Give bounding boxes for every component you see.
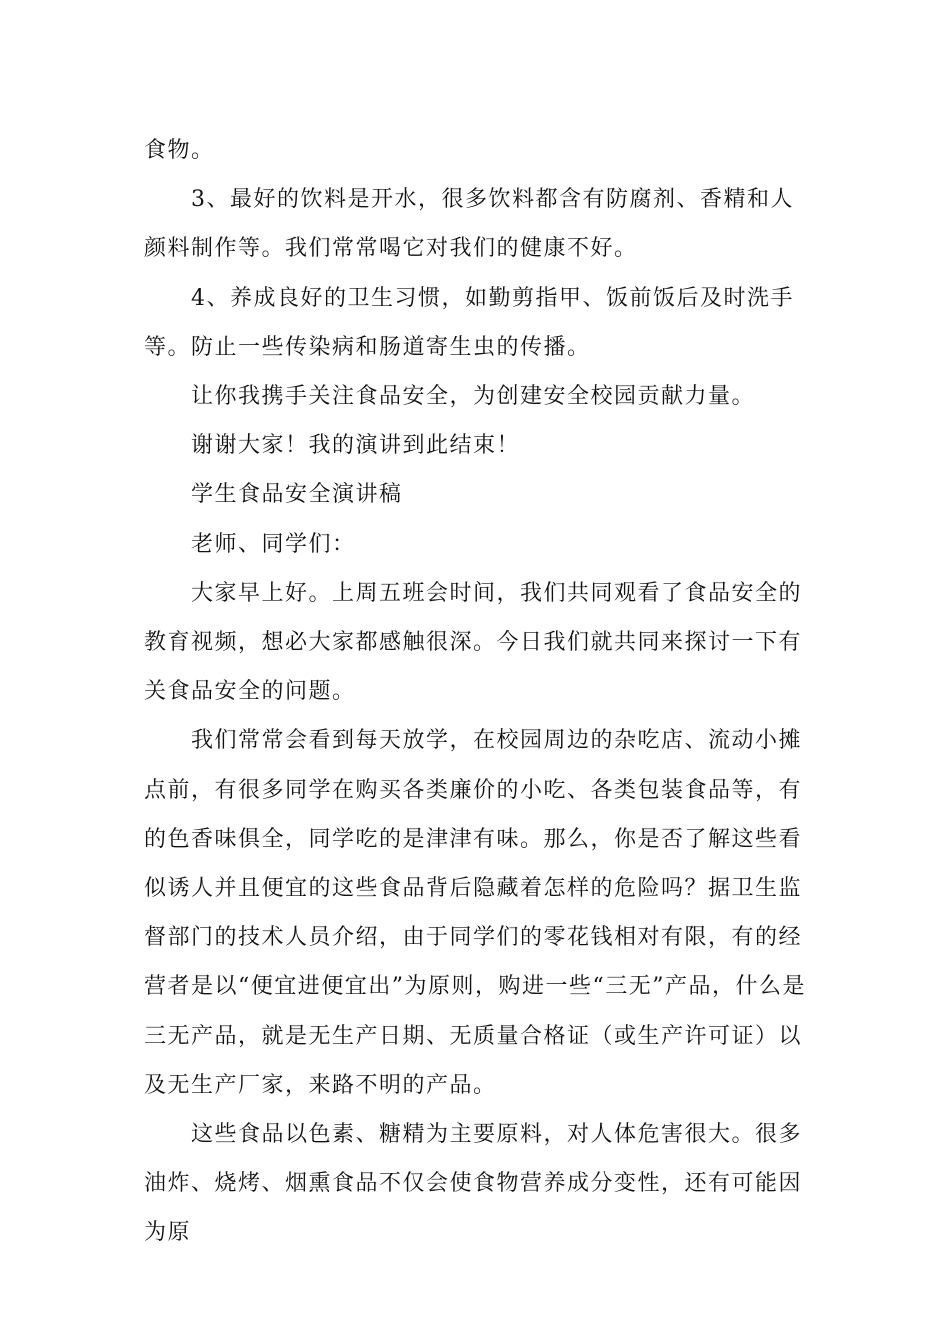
paragraph-tip-3: 3、最好的饮料是开水，很多饮料都含有防腐剂、香精和人颜料制作等。我们常常喝它对我们的健康不好。 — [144, 187, 794, 262]
document-body — [144, 126, 810, 1258]
speech-salutation: 老师、同学们： — [191, 531, 356, 557]
speech-title: 学生食品安全演讲稿 — [191, 482, 403, 508]
paragraph-appeal: 让你我携手关注食品安全，为创建安全校园贡献力量。 — [191, 384, 756, 410]
paragraph-greeting: 大家早上好。上周五班会时间，我们共同观看了食品安全的教育视频，想必大家都感触很深。今日我们就共同来探讨一下有关食品安全的问题。 — [144, 580, 803, 705]
paragraph-continuation: 食物。 — [144, 138, 215, 163]
paragraph-three-no-products: 我们常常会看到每天放学，在校园周边的杂吃店、流动小摊点前，有很多同学在购买各类廉价的小吃、各类包装食品等，有的色香味俱全，同学吃的是津津有味。那么，你是否了解这些看似诱人并且便宜的这些食品背后隐藏着怎样的危险吗？据卫生监督部门的技术人员介绍，由于同学们的零花钱相对有限，有的经营者是以“便宜进便宜出”为原则，购进一些“三无”产品，什么是三无产品，就是无生产日期、无质量合格证（或生产许可证）以及无生产厂家，来路不明的产品。 — [144, 728, 806, 1098]
paragraph-harm: 这些食品以色素、糖精为主要原料，对人体危害很大。很多油炸、烧烤、烟熏食品不仅会使食物营养成分变性，还有可能因为原 — [144, 1122, 803, 1246]
paragraph-tip-4: 4、养成良好的卫生习惯，如勤剪指甲、饭前饭后及时洗手等。防止一些传染病和肠道寄生虫的传播。 — [144, 285, 794, 360]
paragraph-closing: 谢谢大家！我的演讲到此结束！ — [191, 433, 521, 459]
